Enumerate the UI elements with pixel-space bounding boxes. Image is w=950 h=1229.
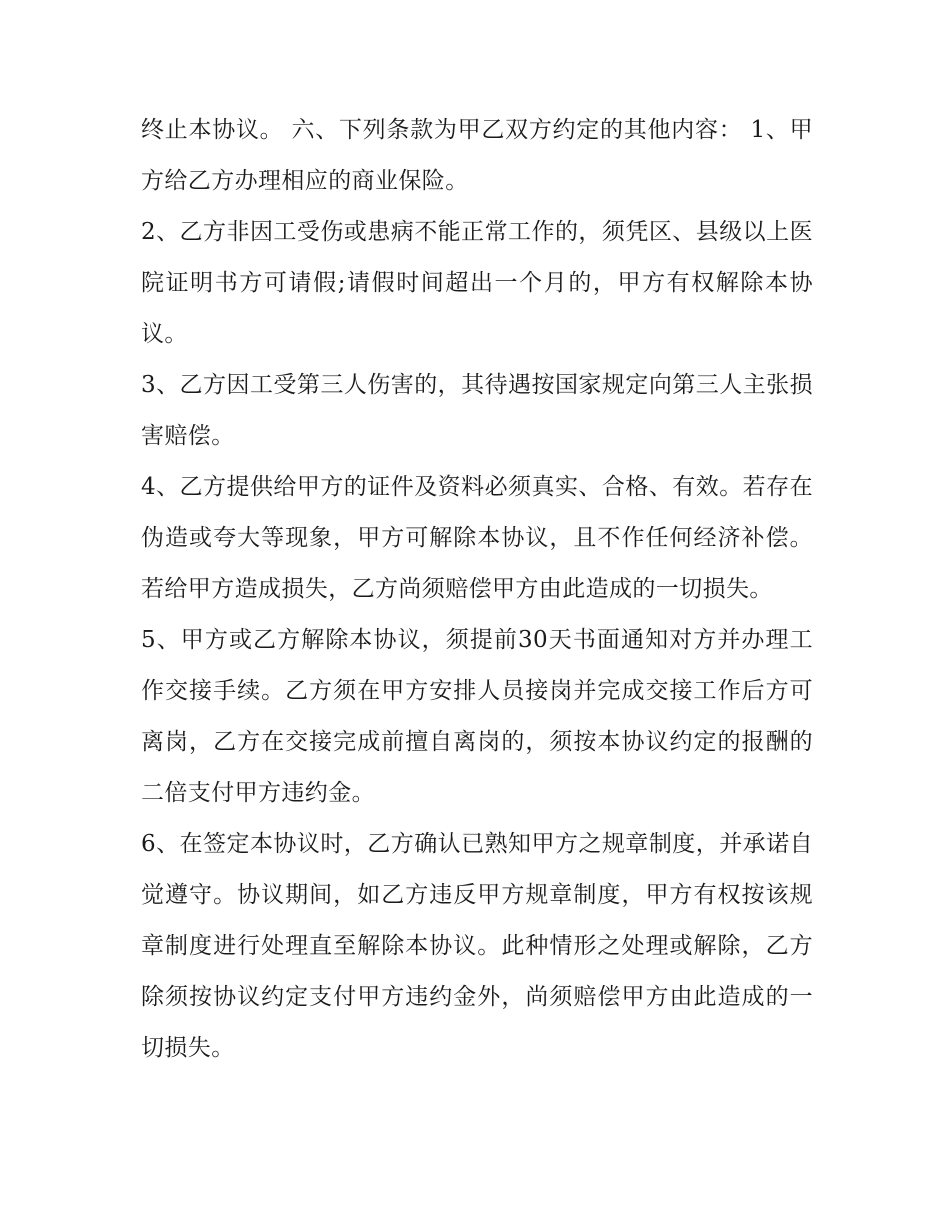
paragraph-item-5: 5、甲方或乙方解除本协议，须提前30天书面通知对方并办理工作交接手续。乙方须在甲方安排人员接岗并完成交接工作后方可离岗，乙方在交接完成前擅自离岗的，须按本协议约定的报酬的二倍支付甲方违约金。 bbox=[141, 627, 813, 806]
paragraph-item-6: 6、在签定本协议时，乙方确认已熟知甲方之规章制度，并承诺自觉遵守。协议期间，如乙方违反甲方规章制度，甲方有权按该规章制度进行处理直至解除本协议。此种情形之处理或解除，乙方除须按协议约定支付甲方违约金外，尚须赔偿甲方由此造成的一切损失。 bbox=[141, 831, 813, 1061]
paragraph-item-4: 4、乙方提供给甲方的证件及资料必须真实、合格、有效。若存在伪造或夸大等现象，甲方可解除本协议，且不作任何经济补偿。若给甲方造成损失，乙方尚须赔偿甲方由此造成的一切损失。 bbox=[141, 474, 813, 602]
paragraph-item-2: 2、乙方非因工受伤或患病不能正常工作的，须凭区、县级以上医院证明书方可请假;请假时间超出一个月的，甲方有权解除本协议。 bbox=[141, 219, 813, 347]
document-body bbox=[141, 105, 813, 1074]
paragraph-intro-clause-6-item-1: 终止本协议。 六、下列条款为甲乙双方约定的其他内容： 1、甲方给乙方办理相应的商业保险。 bbox=[141, 117, 813, 194]
paragraph-item-3: 3、乙方因工受第三人伤害的，其待遇按国家规定向第三人主张损害赔偿。 bbox=[141, 372, 813, 449]
